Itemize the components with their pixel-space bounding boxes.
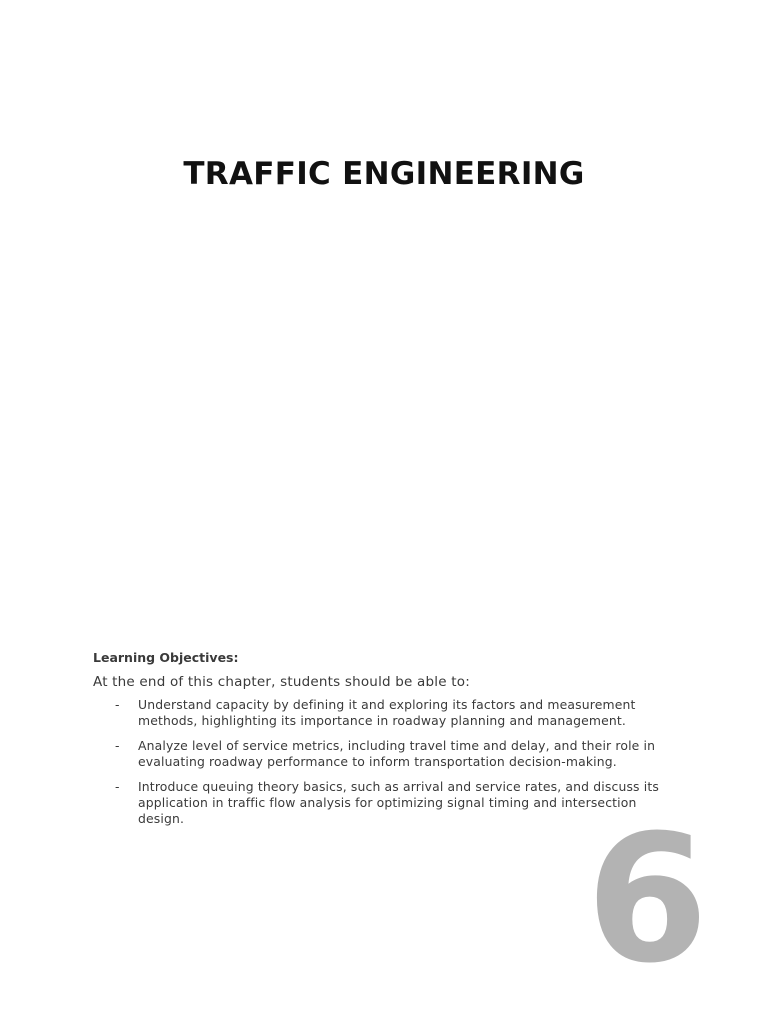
chapter-title: TRAFFIC ENGINEERING [183, 156, 585, 192]
objective-item [93, 738, 673, 770]
objective-text: Analyze level of service metrics, including travel time and delay, and their role in evaluating roadway performance to inform transportation decision-making. [138, 738, 656, 769]
objective-item [93, 779, 673, 827]
chapter-number: 6 [586, 797, 709, 1002]
learning-objectives-intro: At the end of this chapter, students should be able to: [93, 674, 470, 690]
bullet-dash: - [115, 697, 120, 712]
objective-text: Understand capacity by defining it and exploring its factors and measurement methods, highlighting its importance in roadway planning and management. [138, 697, 636, 728]
learning-objectives-list [93, 697, 673, 827]
objective-item [93, 697, 673, 729]
learning-objectives-heading: Learning Objectives: [93, 650, 239, 665]
objective-text: Introduce queuing theory basics, such as arrival and service rates, and discuss its application in traffic flow analysis for optimizing signal timing and intersection design. [138, 779, 659, 826]
bullet-dash: - [115, 779, 120, 794]
bullet-dash: - [115, 738, 120, 753]
learning-objectives-section [93, 650, 673, 836]
